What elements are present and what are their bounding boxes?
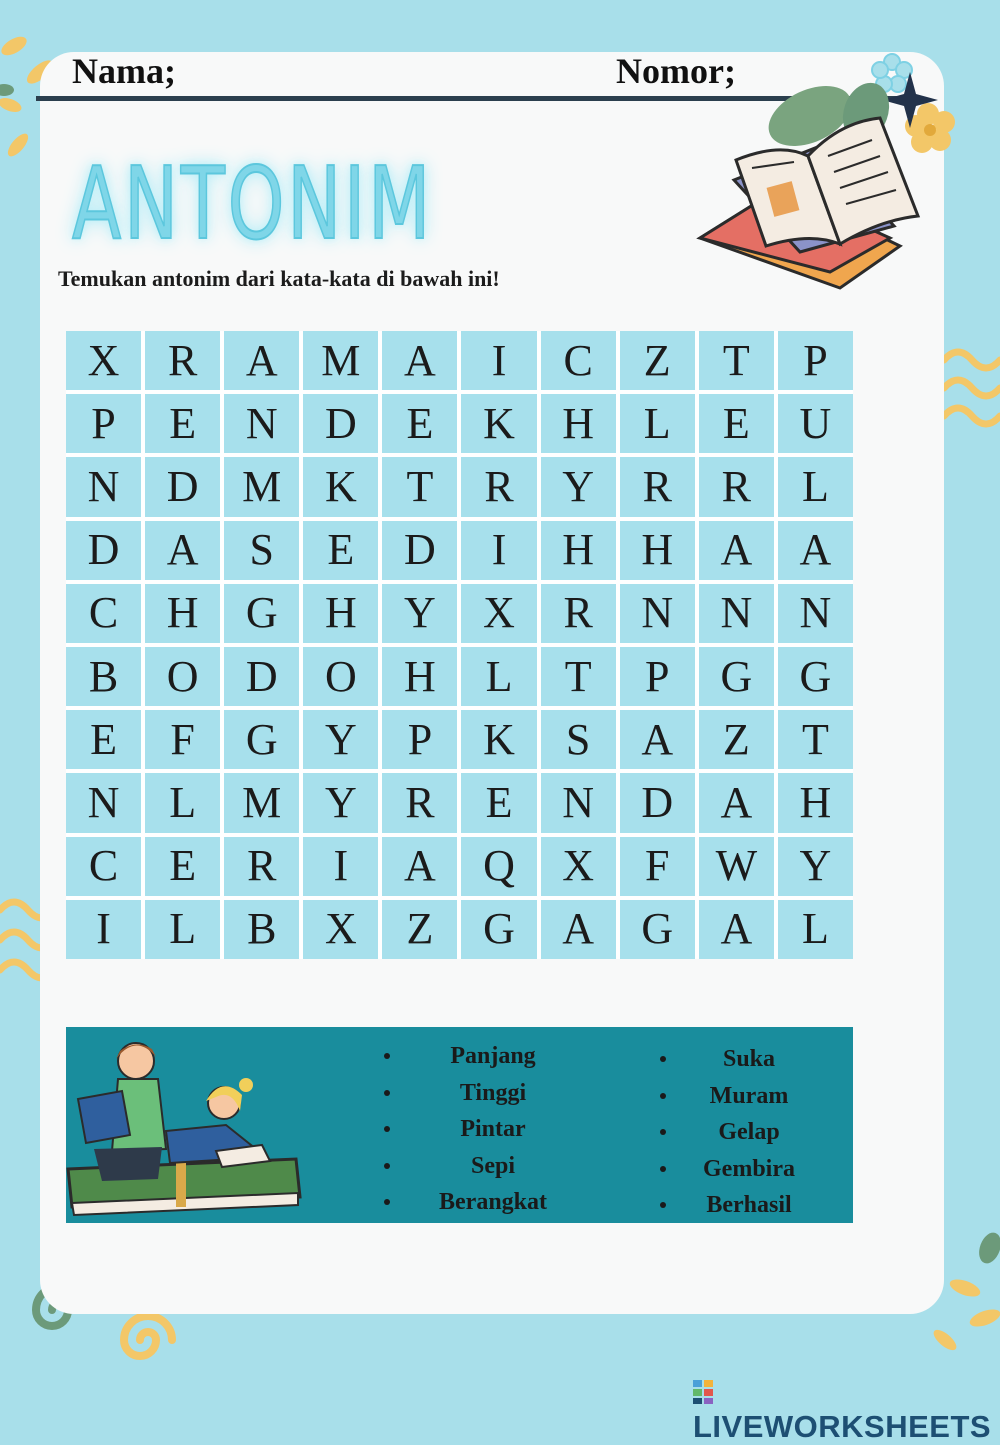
- word-text: Berhasil: [706, 1192, 792, 1218]
- grid-cell[interactable]: A: [382, 837, 457, 896]
- grid-cell[interactable]: A: [620, 710, 695, 769]
- bullet-icon: [660, 1056, 666, 1062]
- grid-cell[interactable]: E: [303, 521, 378, 580]
- word-text: Panjang: [450, 1043, 536, 1069]
- grid-cell[interactable]: Y: [382, 584, 457, 643]
- word-list-item: [384, 1080, 584, 1117]
- grid-cell[interactable]: D: [620, 773, 695, 832]
- word-list-panel: [66, 1027, 853, 1223]
- grid-cell[interactable]: R: [699, 457, 774, 516]
- grid-cell[interactable]: A: [224, 331, 299, 390]
- grid-cell[interactable]: C: [66, 837, 141, 896]
- grid-cell[interactable]: E: [145, 837, 220, 896]
- grid-cell[interactable]: C: [541, 331, 616, 390]
- grid-cell[interactable]: D: [303, 394, 378, 453]
- grid-cell[interactable]: H: [541, 521, 616, 580]
- grid-cell[interactable]: B: [224, 900, 299, 959]
- grid-cell[interactable]: E: [145, 394, 220, 453]
- grid-cell[interactable]: T: [699, 331, 774, 390]
- children-reading-illustration: [66, 1039, 306, 1219]
- grid-cell[interactable]: G: [778, 647, 853, 706]
- word-list-item: [660, 1046, 820, 1083]
- grid-cell[interactable]: Z: [382, 900, 457, 959]
- grid-cell[interactable]: O: [303, 647, 378, 706]
- grid-cell[interactable]: T: [382, 457, 457, 516]
- word-text: Berangkat: [439, 1189, 547, 1215]
- grid-cell[interactable]: K: [461, 710, 536, 769]
- grid-cell[interactable]: A: [699, 773, 774, 832]
- brand-text: LIVEWORKSHEETS: [693, 1409, 992, 1444]
- grid-cell[interactable]: Y: [541, 457, 616, 516]
- grid-cell[interactable]: N: [778, 584, 853, 643]
- grid-cell[interactable]: H: [778, 773, 853, 832]
- bullet-icon: [384, 1199, 390, 1205]
- grid-cell[interactable]: O: [145, 647, 220, 706]
- liveworksheets-logo-icon: [693, 1380, 713, 1404]
- grid-cell[interactable]: T: [778, 710, 853, 769]
- word-text: Sepi: [470, 1152, 515, 1179]
- grid-cell[interactable]: I: [303, 837, 378, 896]
- grid-cell[interactable]: N: [541, 773, 616, 832]
- grid-cell[interactable]: E: [461, 773, 536, 832]
- bullet-icon: [660, 1129, 666, 1135]
- grid-cell[interactable]: E: [382, 394, 457, 453]
- grid-cell[interactable]: P: [778, 331, 853, 390]
- grid-cell[interactable]: Y: [778, 837, 853, 896]
- grid-cell[interactable]: L: [778, 900, 853, 959]
- grid-cell[interactable]: L: [145, 900, 220, 959]
- grid-cell[interactable]: E: [699, 394, 774, 453]
- grid-cell[interactable]: N: [699, 584, 774, 643]
- grid-cell[interactable]: G: [224, 584, 299, 643]
- word-list-item: [660, 1119, 820, 1156]
- word-text: Tinggi: [459, 1079, 527, 1106]
- grid-cell[interactable]: L: [145, 773, 220, 832]
- grid-cell[interactable]: M: [224, 457, 299, 516]
- bullet-icon: [660, 1202, 666, 1208]
- grid-cell[interactable]: F: [145, 710, 220, 769]
- word-list-item: [660, 1156, 820, 1193]
- bullet-icon: [384, 1126, 390, 1132]
- word-text: Pintar: [460, 1116, 526, 1142]
- grid-cell[interactable]: A: [699, 900, 774, 959]
- grid-cell[interactable]: H: [382, 647, 457, 706]
- grid-cell[interactable]: I: [461, 331, 536, 390]
- open-book-illustration: [690, 76, 940, 296]
- grid-cell[interactable]: A: [541, 900, 616, 959]
- word-list-column-2: [660, 1046, 820, 1229]
- grid-cell[interactable]: A: [382, 331, 457, 390]
- grid-cell[interactable]: X: [461, 584, 536, 643]
- bullet-icon: [384, 1090, 390, 1096]
- grid-cell[interactable]: H: [541, 394, 616, 453]
- grid-cell[interactable]: A: [699, 521, 774, 580]
- grid-cell[interactable]: G: [699, 647, 774, 706]
- grid-cell[interactable]: R: [620, 457, 695, 516]
- word-text: Gelap: [718, 1119, 780, 1145]
- word-list-column-1: [384, 1043, 584, 1226]
- grid-cell[interactable]: L: [778, 457, 853, 516]
- liveworksheets-brand: [693, 1373, 1000, 1445]
- page-title: ANTONIM: [72, 145, 434, 262]
- grid-cell[interactable]: D: [145, 457, 220, 516]
- grid-cell[interactable]: N: [224, 394, 299, 453]
- grid-cell[interactable]: M: [224, 773, 299, 832]
- grid-cell[interactable]: G: [620, 900, 695, 959]
- grid-cell[interactable]: W: [699, 837, 774, 896]
- grid-cell[interactable]: S: [541, 710, 616, 769]
- grid-cell[interactable]: K: [461, 394, 536, 453]
- word-list-item: [384, 1189, 584, 1226]
- word-list-item: [660, 1192, 820, 1229]
- grid-cell[interactable]: P: [620, 647, 695, 706]
- grid-cell[interactable]: Y: [303, 773, 378, 832]
- grid-cell[interactable]: H: [620, 521, 695, 580]
- grid-cell[interactable]: T: [541, 647, 616, 706]
- grid-cell[interactable]: D: [224, 647, 299, 706]
- grid-cell[interactable]: A: [145, 521, 220, 580]
- word-list-item: [384, 1153, 584, 1190]
- grid-cell[interactable]: D: [66, 521, 141, 580]
- name-label: Nama;: [72, 51, 176, 91]
- number-label: Nomor;: [616, 51, 736, 91]
- grid-cell[interactable]: G: [224, 710, 299, 769]
- grid-cell[interactable]: I: [461, 521, 536, 580]
- instruction-text: Temukan antonim dari kata-kata di bawah ini!: [58, 266, 500, 291]
- grid-cell[interactable]: H: [145, 584, 220, 643]
- grid-cell[interactable]: S: [224, 521, 299, 580]
- word-text: Muram: [709, 1082, 789, 1109]
- word-text: Suka: [722, 1046, 776, 1072]
- grid-cell[interactable]: I: [66, 900, 141, 959]
- grid-cell[interactable]: E: [66, 710, 141, 769]
- grid-cell[interactable]: K: [303, 457, 378, 516]
- grid-cell[interactable]: N: [66, 773, 141, 832]
- grid-cell[interactable]: L: [620, 394, 695, 453]
- bullet-icon: [660, 1093, 666, 1099]
- grid-cell[interactable]: B: [66, 647, 141, 706]
- grid-cell[interactable]: X: [541, 837, 616, 896]
- grid-cell[interactable]: U: [778, 394, 853, 453]
- grid-cell[interactable]: N: [66, 457, 141, 516]
- grid-cell[interactable]: L: [461, 647, 536, 706]
- grid-cell[interactable]: X: [66, 331, 141, 390]
- bullet-icon: [384, 1163, 390, 1169]
- grid-cell[interactable]: Z: [620, 331, 695, 390]
- grid-cell[interactable]: N: [620, 584, 695, 643]
- grid-cell[interactable]: F: [620, 837, 695, 896]
- grid-cell[interactable]: G: [461, 900, 536, 959]
- grid-cell[interactable]: Z: [699, 710, 774, 769]
- word-search-grid: [66, 331, 853, 959]
- grid-cell[interactable]: R: [382, 773, 457, 832]
- grid-cell[interactable]: M: [303, 331, 378, 390]
- grid-cell[interactable]: D: [382, 521, 457, 580]
- word-list-item: [384, 1043, 584, 1080]
- grid-cell[interactable]: P: [382, 710, 457, 769]
- grid-cell[interactable]: H: [303, 584, 378, 643]
- word-list-item: [660, 1083, 820, 1120]
- grid-cell[interactable]: A: [778, 521, 853, 580]
- grid-cell[interactable]: R: [461, 457, 536, 516]
- grid-cell[interactable]: R: [224, 837, 299, 896]
- bullet-icon: [384, 1053, 390, 1059]
- grid-cell[interactable]: Q: [461, 837, 536, 896]
- grid-cell[interactable]: Y: [303, 710, 378, 769]
- word-text: Gembira: [703, 1155, 795, 1182]
- grid-cell[interactable]: X: [303, 900, 378, 959]
- grid-cell[interactable]: C: [66, 584, 141, 643]
- grid-cell[interactable]: P: [66, 394, 141, 453]
- word-list-item: [384, 1116, 584, 1153]
- grid-cell[interactable]: R: [145, 331, 220, 390]
- bullet-icon: [660, 1166, 666, 1172]
- grid-cell[interactable]: R: [541, 584, 616, 643]
